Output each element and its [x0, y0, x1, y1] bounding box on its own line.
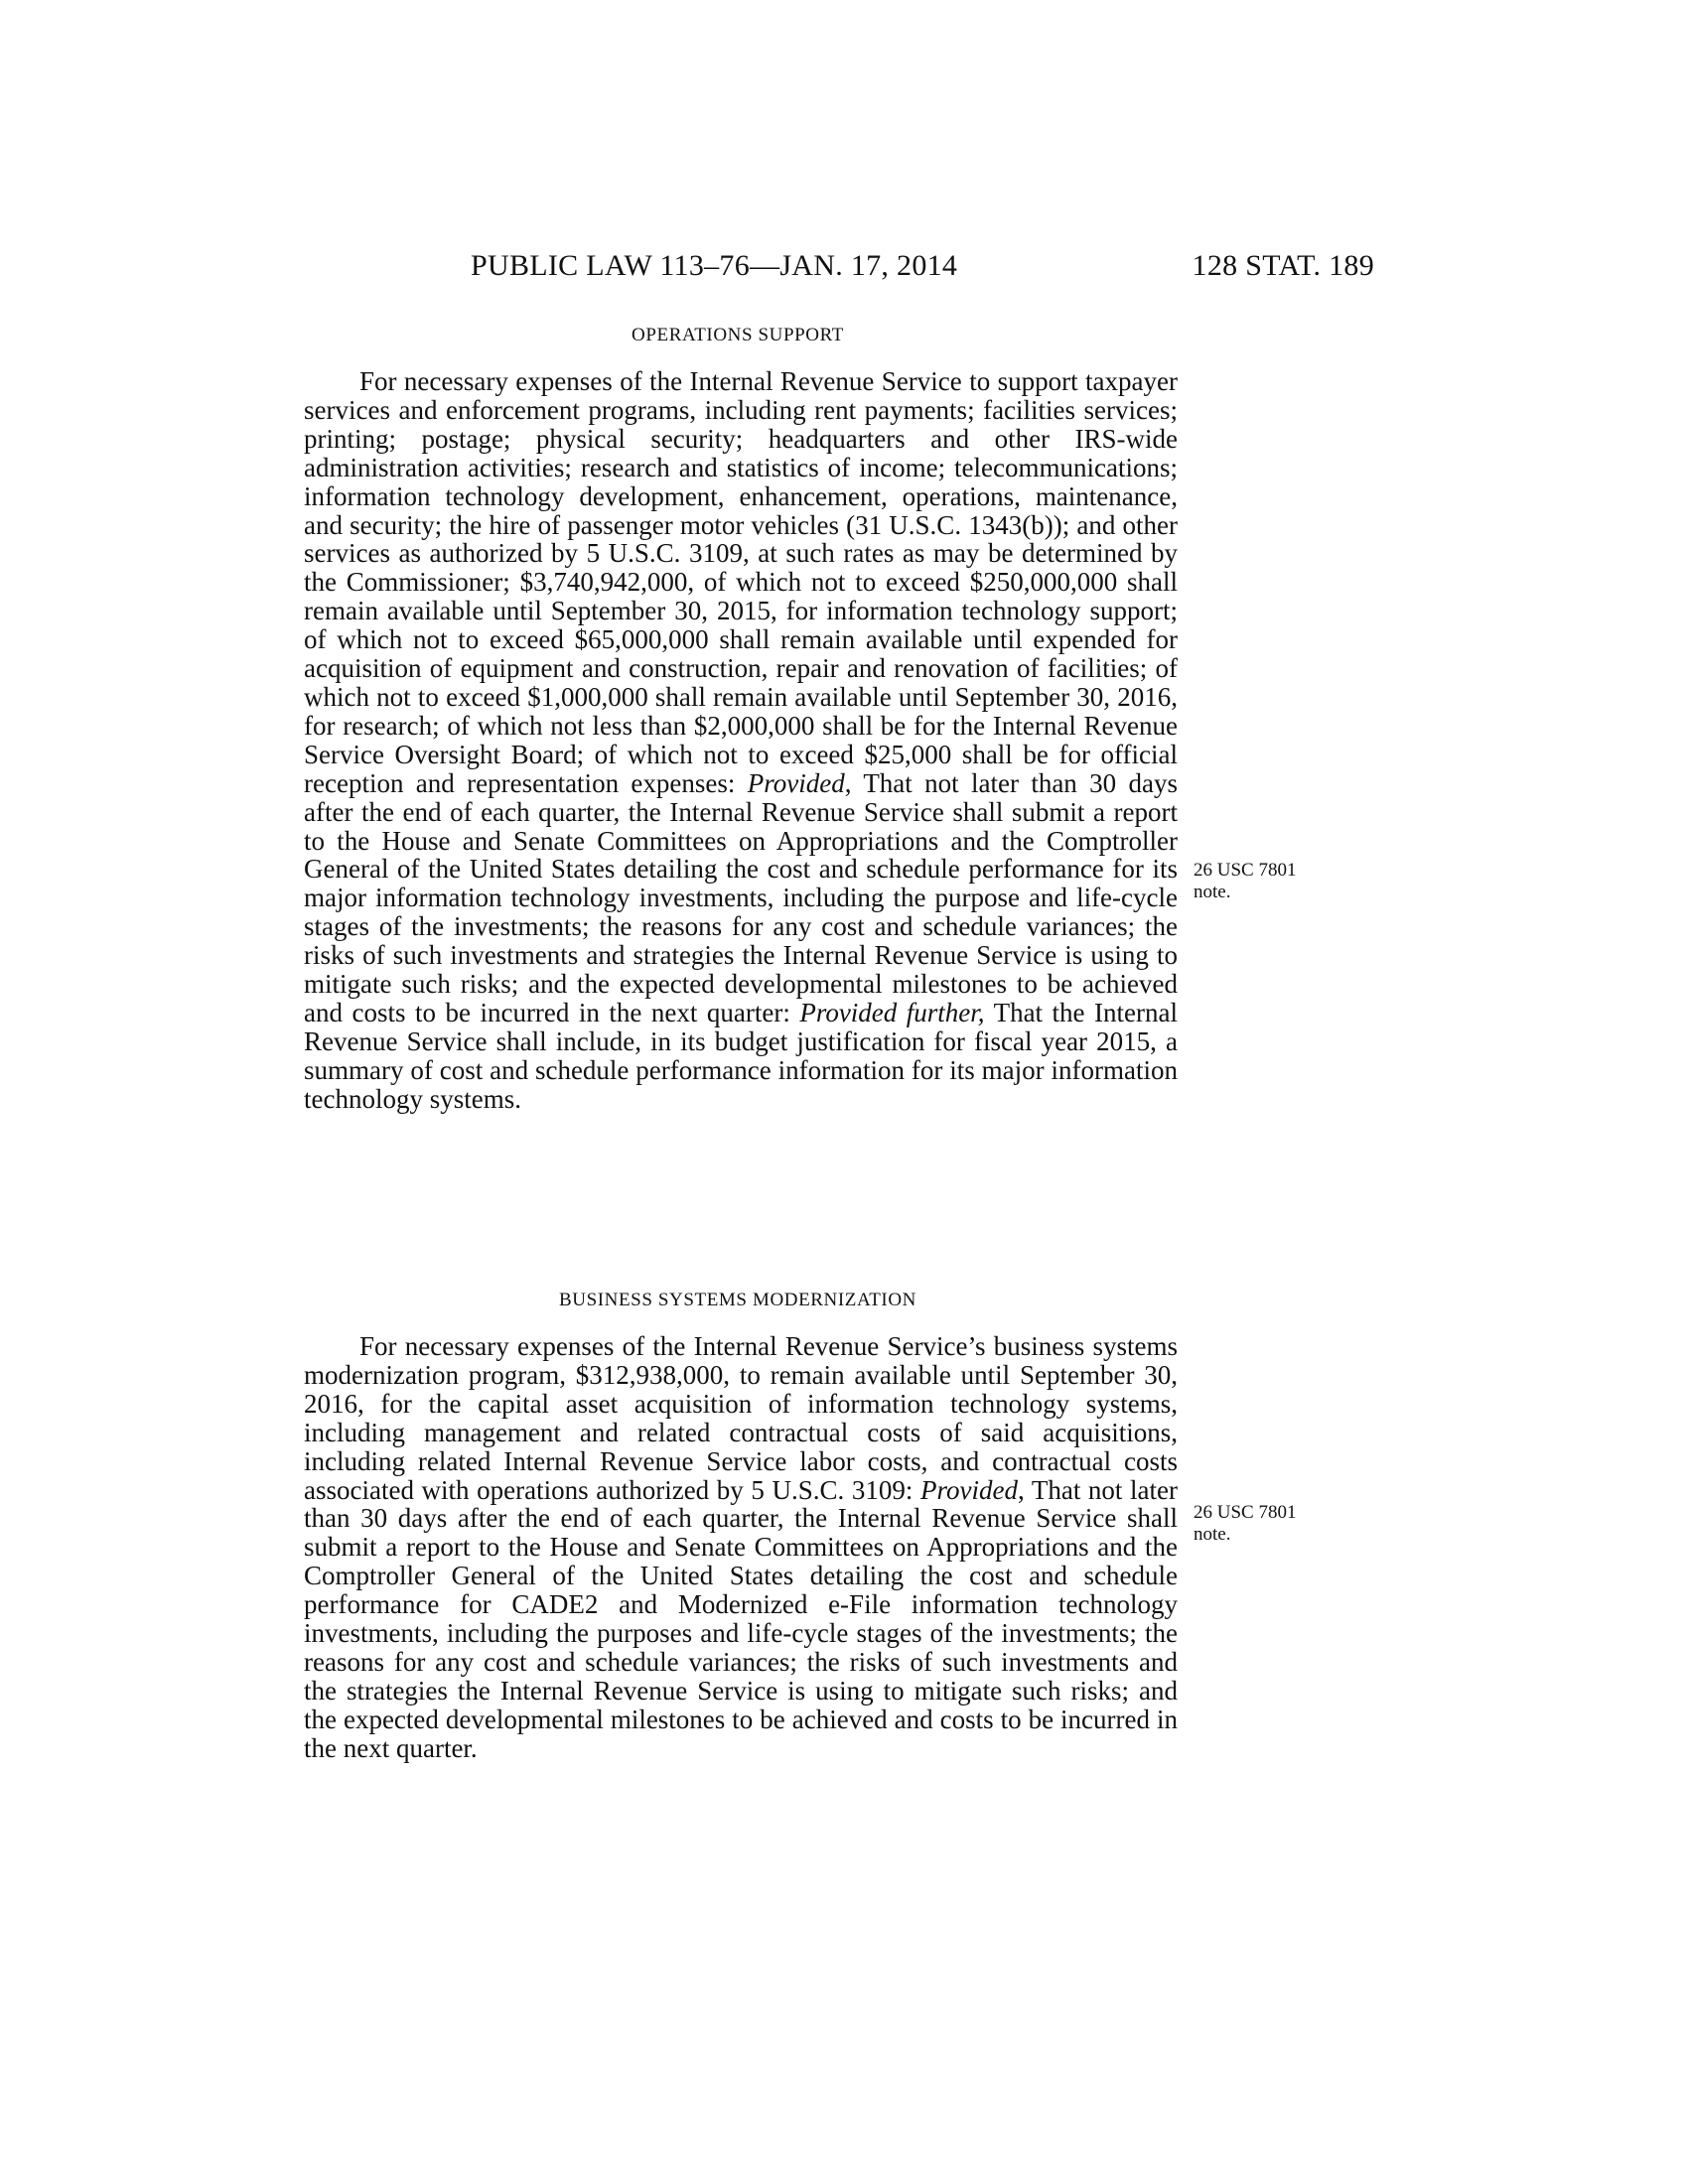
margin-note-suffix: note.	[1194, 1524, 1231, 1545]
margin-note-citation: 26 USC 7801	[1194, 860, 1297, 881]
proviso-further-italic: Provided further,	[799, 997, 985, 1027]
proviso-italic: Provided	[747, 767, 845, 798]
business-systems-modernization-paragraph	[304, 1332, 1178, 1763]
margin-note-business-systems-modernization	[1194, 1502, 1333, 1546]
section-heading-business-systems-modernization: BUSINESS SYSTEMS MODERNIZATION	[558, 1290, 917, 1310]
section-heading-operations-support: OPERATIONS SUPPORT	[632, 325, 844, 345]
margin-note-suffix: note.	[1194, 882, 1231, 902]
paragraph-text: , That not later than 30 days after the end of each quarter, the Internal Revenue Service shall submit a report to the House and Senate Committees on Appropriations and the Comptroller General of the United States detailing the cost and schedule performance for CADE2 and Modernized e-File information technology investments, including the purposes and life-cycle stages of the investments; the reasons for any cost and schedule variances; the risks of such investments and the strategies the Internal Revenue Service is using to mitigate such risks; and the expected developmental milestones to be achieved and costs to be incurred in the next quarter.	[304, 1474, 1178, 1763]
proviso-italic: Provided	[920, 1474, 1018, 1505]
operations-support-paragraph	[304, 367, 1178, 1114]
paragraph-text: For necessary expenses of the Internal Revenue Service’s business systems modernization program, $312,938,000, to remain available until September 30, 2016, for the capital asset acquisition of information technology systems, including management and related contractual costs of said acquisitions, including related Internal Revenue Service labor costs, and contractual costs associated with operations authorized by 5 U.S.C. 3109:	[304, 1331, 1178, 1505]
paragraph-text: For necessary expenses of the Internal Revenue Service to support taxpayer services and enforcement programs, including rent payments; facilities services; printing; postage; physical security; headquarters and other IRS-wide administration activities; research and statistics of income; telecommunications; information technology development, enhancement, operations, maintenance, and security; the hire of passenger motor vehicles (31 U.S.C. 1343(b)); and other services as authorized by 5 U.S.C. 3109, at such rates as may be determined by the Commissioner; $3,740,942,000, of which not to exceed $250,000,000 shall remain available until September 30, 2015, for information technology support; of which not to exceed $65,000,000 shall remain available until expended for acquisition of equipment and construction, repair and renovation of facilities; of which not to exceed $1,000,000 shall remain available until September 30, 2016, for research; of which not less than $2,000,000 shall be for the Internal Revenue Service Oversight Board; of which not to exceed $25,000 shall be for official reception and representation expenses:	[304, 366, 1178, 798]
stat-page-number: 128 STAT. 189	[1192, 249, 1374, 282]
paragraph-text: , That not later than 30 days after the end of each quarter, the Internal Revenue Service shall submit a report to the House and Senate Committees on Appropriations and the Comptroller General of the United States detailing the cost and schedule performance for its major information technology investments, including the purpose and life-cycle stages of the investments; the reasons for any cost and schedule variances; the risks of such investments and strategies the Internal Revenue Service is using to mitigate such risks; and the expected developmental milestones to be achieved and costs to be incurred in the next quarter:	[304, 767, 1178, 1027]
margin-note-citation: 26 USC 7801	[1194, 1502, 1297, 1523]
law-title: PUBLIC LAW 113–76—JAN. 17, 2014	[471, 249, 958, 282]
margin-note-operations-support	[1194, 860, 1333, 903]
page-header	[300, 246, 1374, 286]
paragraph-text: That the Internal Revenue Service shall include, in its budget justification for fiscal year 2015, a summary of cost and schedule performance information for its major information technology systems.	[304, 997, 1178, 1114]
